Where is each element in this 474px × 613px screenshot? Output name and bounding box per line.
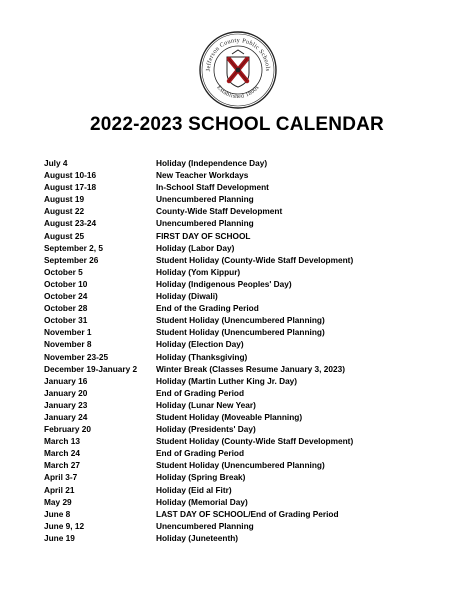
calendar-date: November 8	[44, 339, 92, 350]
calendar-event: Holiday (Lunar New Year)	[156, 399, 256, 410]
calendar-row	[44, 508, 353, 520]
calendar-row	[44, 484, 353, 496]
calendar-row	[44, 254, 353, 266]
calendar-date: January 16	[44, 375, 88, 386]
calendar-row	[44, 532, 353, 544]
calendar-event: Holiday (Eid al Fitr)	[156, 484, 232, 495]
calendar-event: New Teacher Workdays	[156, 170, 249, 181]
calendar-row	[44, 205, 353, 217]
calendar-event: Holiday (Independence Day)	[156, 158, 268, 168]
calendar-event: Holiday (Martin Luther King Jr. Day)	[156, 375, 298, 386]
calendar-event: Unencumbered Planning	[156, 194, 254, 205]
calendar-event: Unencumbered Planning	[156, 520, 254, 531]
calendar-date: March 13	[44, 436, 80, 447]
calendar-date: September 26	[44, 254, 99, 265]
calendar-date: July 4	[44, 158, 68, 168]
calendar-list	[44, 157, 353, 544]
calendar-date: November 23-25	[44, 351, 109, 362]
calendar-row	[44, 302, 353, 314]
calendar-date: August 22	[44, 206, 85, 217]
calendar-event: End of Grading Period	[156, 448, 245, 459]
calendar-event: In-School Staff Development	[156, 182, 269, 193]
calendar-row	[44, 217, 353, 229]
calendar-date: March 24	[44, 448, 80, 459]
calendar-event: Holiday (Presidents' Day)	[156, 424, 256, 435]
calendar-row	[44, 169, 353, 181]
calendar-event: Holiday (Yom Kippur)	[156, 266, 241, 277]
calendar-event: Student Holiday (Unencumbered Planning)	[156, 460, 325, 471]
calendar-row	[44, 193, 353, 205]
calendar-row	[44, 459, 353, 471]
svg-text:Established 1800s: Established 1800s	[215, 84, 261, 101]
calendar-event: Student Holiday (Unencumbered Planning)	[156, 327, 325, 338]
calendar-date: August 23-24	[44, 218, 97, 229]
calendar-event: Holiday (Memorial Day)	[156, 496, 248, 507]
calendar-date: June 8	[44, 508, 71, 519]
calendar-event: Student Holiday (County-Wide Staff Development)	[156, 436, 354, 447]
calendar-date: October 10	[44, 278, 88, 289]
calendar-date: August 25	[44, 230, 85, 241]
calendar-event: Holiday (Indigenous Peoples' Day)	[156, 278, 292, 289]
seal-logo-icon	[198, 30, 278, 110]
calendar-date: August 10-16	[44, 170, 97, 181]
calendar-row	[44, 411, 353, 423]
calendar-date: October 31	[44, 315, 88, 326]
calendar-event: Holiday (Diwali)	[156, 291, 218, 302]
calendar-row	[44, 423, 353, 435]
calendar-date: April 3-7	[44, 472, 78, 483]
calendar-date: May 29	[44, 496, 72, 507]
calendar-date: October 24	[44, 291, 88, 302]
calendar-date: January 23	[44, 399, 88, 410]
calendar-event: End of the Grading Period	[156, 303, 259, 314]
calendar-date: June 19	[44, 532, 75, 543]
calendar-date: September 2, 5	[44, 242, 104, 253]
calendar-event: Student Holiday (Moveable Planning)	[156, 411, 303, 422]
school-district-seal	[198, 30, 278, 110]
calendar-event: Unencumbered Planning	[156, 218, 254, 229]
calendar-row	[44, 435, 353, 447]
calendar-date: December 19-January 2	[44, 363, 138, 374]
calendar-row	[44, 278, 353, 290]
calendar-event: Student Holiday (County-Wide Staff Development)	[156, 254, 354, 265]
calendar-event: End of Grading Period	[156, 387, 245, 398]
calendar-row	[44, 351, 353, 363]
calendar-date: January 24	[44, 411, 88, 422]
svg-text:Jefferson County Public School: Jefferson County Public Schools	[204, 36, 272, 72]
calendar-date: April 21	[44, 484, 75, 495]
calendar-event: Holiday (Election Day)	[156, 339, 244, 350]
calendar-date: October 28	[44, 303, 88, 314]
calendar-date: November 1	[44, 327, 92, 338]
calendar-row	[44, 447, 353, 459]
calendar-row	[44, 496, 353, 508]
calendar-date: June 9, 12	[44, 520, 85, 531]
calendar-row	[44, 338, 353, 350]
calendar-row	[44, 230, 353, 242]
calendar-date: August 17-18	[44, 182, 97, 193]
calendar-row	[44, 314, 353, 326]
page-title: 2022-2023 SCHOOL CALENDAR	[90, 114, 384, 135]
calendar-row	[44, 266, 353, 278]
calendar-event: LAST DAY OF SCHOOL/End of Grading Period	[156, 508, 339, 519]
calendar-row	[44, 326, 353, 338]
calendar-row	[44, 290, 353, 302]
calendar-row	[44, 387, 353, 399]
calendar-row	[44, 157, 353, 169]
calendar-row	[44, 375, 353, 387]
calendar-event: Holiday (Thanksgiving)	[156, 351, 248, 362]
calendar-event: FIRST DAY OF SCHOOL	[156, 230, 251, 241]
calendar-date: October 5	[44, 266, 83, 277]
calendar-date: August 19	[44, 194, 85, 205]
calendar-event: Holiday (Juneteenth)	[156, 532, 239, 543]
calendar-date: March 27	[44, 460, 80, 471]
calendar-row	[44, 181, 353, 193]
calendar-event: County-Wide Staff Development	[156, 206, 283, 217]
calendar-row	[44, 520, 353, 532]
calendar-date: February 20	[44, 424, 92, 435]
calendar-event: Holiday (Spring Break)	[156, 472, 246, 483]
calendar-row	[44, 399, 353, 411]
calendar-event: Student Holiday (Unencumbered Planning)	[156, 315, 325, 326]
calendar-event: Holiday (Labor Day)	[156, 242, 235, 253]
calendar-row	[44, 363, 353, 375]
calendar-row	[44, 471, 353, 483]
calendar-event: Winter Break (Classes Resume January 3, 2023)	[156, 363, 346, 374]
calendar-date: January 20	[44, 387, 88, 398]
calendar-row	[44, 242, 353, 254]
